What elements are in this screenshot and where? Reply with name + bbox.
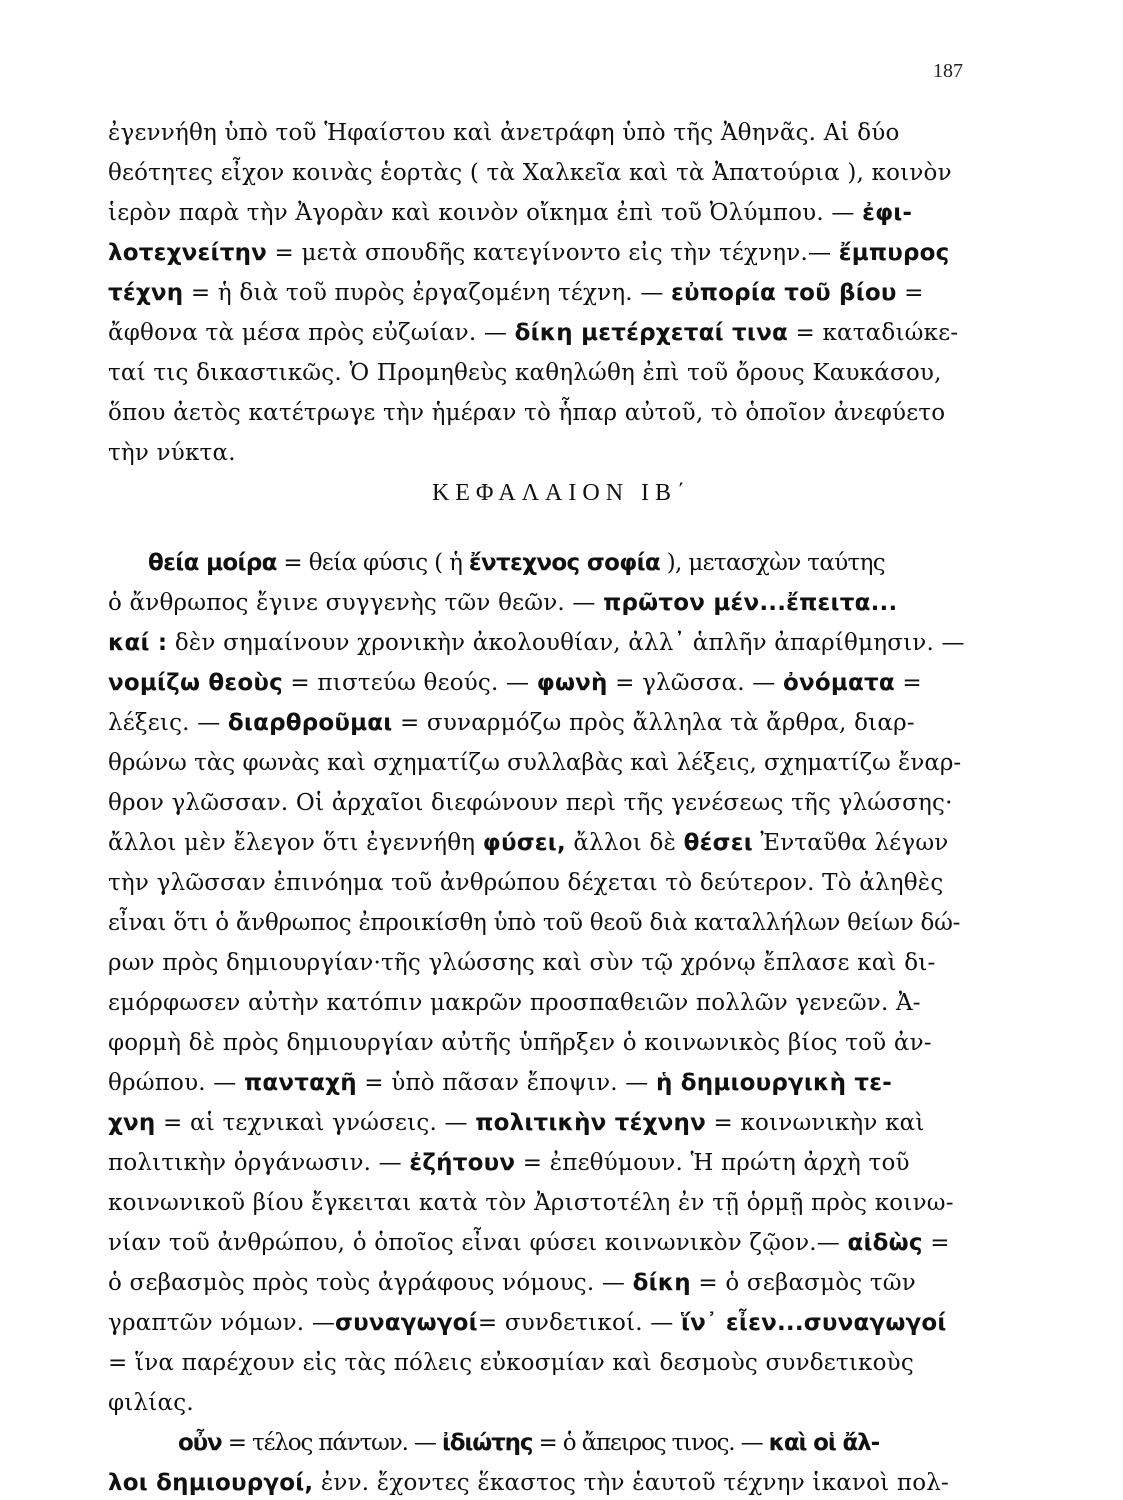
text-line (108, 1232, 974, 1255)
text-line (108, 952, 974, 975)
text-run: ὅπου ἀετὸς κατέτρωγε τὴν ἡμέραν τὸ ἧπαρ αὐτοῦ, τὸ ὁποῖον ἀνεφύετο (108, 400, 946, 426)
bold-term: πανταχῆ (244, 1070, 357, 1096)
text-run: δὲν σημαίνουν χρονικὴν ἀκολουθίαν, ἀλλ᾽ ἁπλῆν ἀπαρίθμησιν. — (167, 630, 965, 656)
text-run: = πιστεύω θεούς. — (282, 670, 537, 696)
text-line (108, 992, 974, 1015)
bold-term: πρῶτον μέν...ἔπειτα... (603, 590, 898, 616)
text-line (108, 1032, 974, 1055)
bold-term: φωνὴ (536, 670, 608, 696)
bold-term: νομίζω θεοὺς (108, 670, 283, 696)
text-run: εἶναι ὅτι ὁ ἄνθρωπος ἐπροικίσθη ὑπὸ τοῦ θεοῦ διὰ καταλλήλων θείων δώ- (108, 910, 961, 936)
text-line (108, 552, 1014, 575)
text-line (108, 1112, 974, 1135)
bold-term: αἰδὼς (847, 1230, 923, 1256)
text-run: φορμὴ δὲ πρὸς δημιουργίαν αὐτῆς ὑπῆρξεν ὁ κοινωνικὸς βίος τοῦ ἀν- (108, 1030, 932, 1056)
text-line (108, 752, 974, 775)
text-run: θρώνω τὰς φωνὰς καὶ σχηματίζω συλλαβὰς καὶ λέξεις, σχηματίζω ἔναρ- (108, 750, 962, 776)
text-run: ἄφθονα τὰ μέσα πρὸς εὐζωίαν. — (108, 320, 515, 346)
bold-term: δίκη (632, 1270, 691, 1296)
text-line (108, 202, 974, 225)
text-line (108, 242, 974, 265)
text-run: τὴν νύκτα. (108, 440, 236, 466)
bold-term: συναγωγοί (335, 1310, 478, 1336)
text-run: = συναρμόζω πρὸς ἄλληλα τὰ ἄρθρα, διαρ- (392, 710, 915, 736)
text-run: = (896, 280, 924, 306)
text-run: = συνδετικοί. — (477, 1310, 681, 1336)
text-line (108, 832, 974, 855)
text-run: νίαν τοῦ ἀνθρώπου, ὁ ὁποῖος εἶναι φύσει κοινωνικὸν ζῷον.— (108, 1230, 848, 1256)
text-run: = μετὰ σπουδῆς κατεγίνοντο εἰς τὴν τέχνην.— (267, 240, 839, 266)
bold-term: καὶ οἱ ἄλ- (768, 1430, 879, 1456)
text-run: ), μετασχὼν ταύτης (660, 550, 885, 576)
text-line (108, 1432, 1044, 1455)
text-line (108, 1472, 974, 1495)
text-line (108, 792, 974, 815)
section-heading: ΚΕΦΑΛΑΙΟΝ ΙΒ΄ (431, 480, 692, 506)
text-line (108, 912, 974, 935)
text-run: ὁ σεβασμὸς πρὸς τοὺς ἀγράφους νόμους. — (108, 1270, 633, 1296)
text-line (108, 592, 974, 615)
bold-term: πολιτικὴν τέχνην (475, 1110, 706, 1136)
text-line (108, 1352, 974, 1375)
text-run: λέξεις. — (108, 710, 228, 736)
bold-term: λοι δημιουργοί, (108, 1470, 314, 1496)
text-run: ἄλλοι δὲ (565, 830, 684, 856)
bold-term: διαρθροῦμαι (227, 710, 393, 736)
text-run: = θεία φύσις ( ἡ (276, 550, 469, 576)
text-line (108, 1272, 974, 1295)
bold-term: λοτεχνείτην (108, 240, 268, 266)
text-run: ἄλλοι μὲν ἔλεγον ὅτι ἐγεννήθη (108, 830, 483, 856)
bold-term: ἰδιώτης (441, 1430, 533, 1456)
text-run: = καταδιώκε- (787, 320, 959, 346)
text-run: ταί τις δικαστικῶς. Ὁ Προμηθεὺς καθηλώθη ἐπὶ τοῦ ὄρους Καυκάσου, (108, 360, 942, 386)
text-line (108, 1072, 974, 1095)
text-run: θρον γλῶσσαν. Οἱ ἀρχαῖοι διεφώνουν περὶ τῆς γενέσεως τῆς γλώσσης· (108, 790, 953, 816)
text-run: Ἐνταῦθα λέγων (752, 830, 949, 856)
text-line (108, 632, 974, 655)
text-line (108, 442, 974, 465)
text-line (108, 1312, 974, 1335)
text-run: = γλῶσσα. — (607, 670, 784, 696)
text-run: ρων πρὸς δημιουργίαν·τῆς γλώσσης καὶ σὺν τῷ χρόνῳ ἔπλασε καὶ δι- (108, 950, 936, 976)
text-line (108, 282, 974, 305)
text-run: = ἡ διὰ τοῦ πυρὸς ἐργαζομένη τέχνη. — (183, 280, 672, 306)
text-line (108, 1192, 974, 1215)
text-run: πολιτικὴν ὀργάνωσιν. — (108, 1150, 410, 1176)
text-line (108, 1152, 974, 1175)
text-run: = ὁ σεβασμὸς τῶν (690, 1270, 916, 1296)
bold-term: ἵν᾽ εἶεν...συναγωγοί (680, 1310, 947, 1336)
text-run: = ὑπὸ πᾶσαν ἔποψιν. — (356, 1070, 656, 1096)
bold-term: χνη (108, 1110, 156, 1136)
text-line (108, 402, 974, 425)
text-run: θεότητες εἶχον κοινὰς ἑορτὰς ( τὰ Χαλκεῖα καὶ τὰ Ἀπατούρια ), κοινὸν (108, 160, 952, 186)
text-run: = ὁ ἄπειρος τινος. — (532, 1430, 769, 1456)
text-run: φιλίας. (108, 1390, 194, 1416)
text-run: εμόρφωσεν αὐτὴν κατόπιν μακρῶν προσπαθειῶν πολλῶν γενεῶν. Ἀ- (108, 990, 921, 1016)
text-line (108, 712, 974, 735)
text-run: ἐνν. ἔχοντες ἕκαστος τὴν ἑαυτοῦ τέχνην ἱκανοὶ πολ- (313, 1470, 949, 1496)
bold-term: τέχνη (108, 280, 184, 306)
text-line (108, 122, 974, 145)
text-run: = κοινωνικὴν καὶ (705, 1110, 925, 1136)
bold-term: ἡ δημιουργικὴ τε- (655, 1070, 893, 1096)
bold-term: θέσει (683, 830, 753, 856)
bold-term: φύσει, (482, 830, 566, 856)
text-line (108, 1392, 974, 1415)
text-line (108, 362, 974, 385)
bold-term: εὐπορία τοῦ βίου (671, 280, 897, 306)
bold-term: ἐζήτουν (409, 1150, 516, 1176)
bold-term: καί : (108, 630, 168, 656)
text-run: = ἵνα παρέχουν εἰς τὰς πόλεις εὐκοσμίαν καὶ δεσμοὺς συνδετικοὺς (108, 1350, 914, 1376)
bold-term: ἔμπυρος (838, 240, 950, 266)
bold-term: ὀνόματα (783, 670, 895, 696)
text-run: = (894, 670, 922, 696)
text-run: = τέλος πάντων. — (221, 1430, 442, 1456)
text-run: τὴν γλῶσσαν ἐπινόημα τοῦ ἀνθρώπου δέχεται τὸ δεύτερον. Τὸ ἀληθὲς (108, 870, 944, 896)
text-run: γραπτῶν νόμων. — (108, 1310, 336, 1336)
text-run: = αἱ τεχνικαὶ γνώσεις. — (155, 1110, 476, 1136)
page-number: 187 (933, 60, 963, 82)
bold-term: ἐφι- (862, 200, 913, 226)
text-run: = (922, 1230, 950, 1256)
text-run: κοινωνικοῦ βίου ἔγκειται κατὰ τὸν Ἀριστοτέλη ἐν τῇ ὁρμῇ πρὸς κοινω- (108, 1190, 954, 1216)
text-run: = ἐπεθύμουν. Ἡ πρώτη ἀρχὴ τοῦ (515, 1150, 910, 1176)
text-run: ἱερὸν παρὰ τὴν Ἀγορὰν καὶ κοινὸν οἴκημα ἐπὶ τοῦ Ὀλύμπου. — (108, 200, 863, 226)
text-line (108, 672, 974, 695)
text-run: ἐγεννήθη ὑπὸ τοῦ Ἡφαίστου καὶ ἀνετράφη ὑπὸ τῆς Ἀθηνᾶς. Αἱ δύο (108, 120, 900, 146)
bold-term: ἔντεχνος σοφία (468, 550, 661, 576)
text-line (108, 162, 974, 185)
text-line (108, 322, 974, 345)
bold-term: δίκη μετέρχεταί τινα (514, 320, 788, 346)
bold-term: θεία μοίρα (148, 550, 277, 576)
bold-term: οὖν (178, 1430, 222, 1456)
text-run: ὁ ἄνθρωπος ἔγινε συγγενὴς τῶν θεῶν. — (108, 590, 604, 616)
text-run: θρώπου. — (108, 1070, 245, 1096)
text-line (108, 872, 974, 895)
